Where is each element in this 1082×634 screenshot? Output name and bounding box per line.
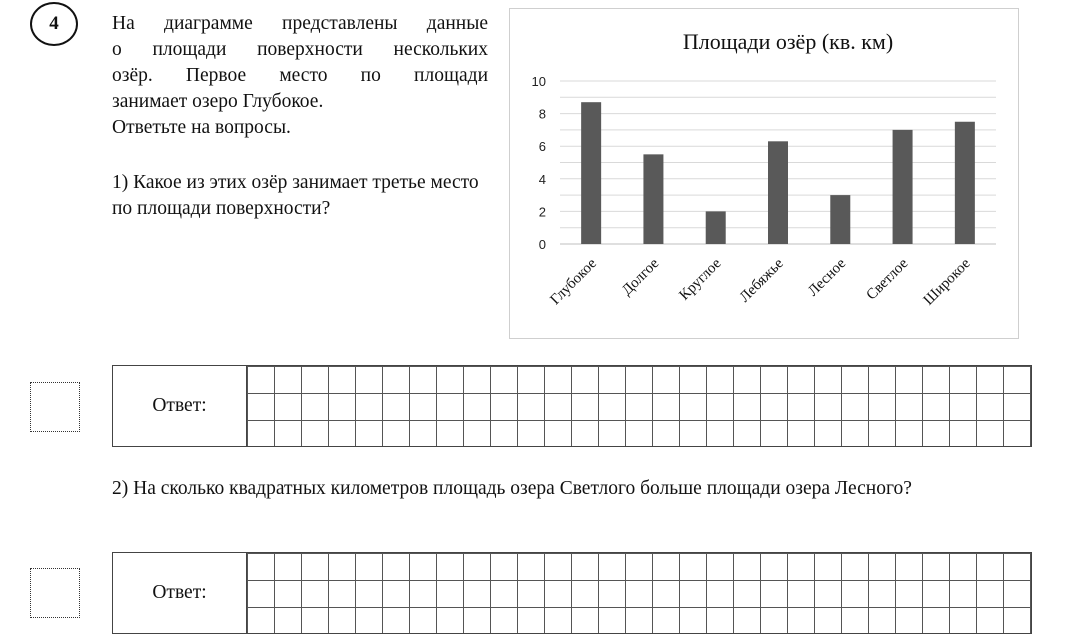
answer-1-checkbox[interactable] — [30, 382, 80, 432]
intro-line-5: Ответьте на вопросы. — [112, 117, 291, 138]
y-tick-label: 6 — [538, 139, 546, 155]
bar-1 — [581, 102, 601, 244]
task-number: 4 — [49, 13, 59, 34]
answer-1-row — [112, 365, 1032, 447]
x-tick-label: Глубокое — [547, 255, 600, 309]
lake-area-chart — [509, 8, 1019, 339]
y-tick-label: 10 — [531, 74, 546, 89]
y-tick-label: 4 — [538, 171, 546, 187]
bar-5 — [830, 195, 850, 244]
bar-7 — [955, 122, 975, 244]
intro-line-1: На диаграмме представлены данные — [112, 13, 488, 34]
x-tick-label: Круглое — [676, 255, 725, 304]
question-2: 2) На сколько квадратных километров площадь озера Светлого больше площади озера Лесного? — [112, 478, 912, 499]
x-tick-label: Светлое — [863, 255, 912, 304]
intro-line-4: занимает озеро Глубокое. — [112, 91, 324, 112]
y-tick-label: 2 — [538, 204, 546, 220]
question-1: 1) Какое из этих озёр занимает третье место по площади поверхности? — [112, 172, 479, 219]
answer-1-grid[interactable] — [247, 366, 1031, 446]
answer-2-checkbox[interactable] — [30, 568, 80, 618]
y-tick-label: 0 — [538, 237, 546, 252]
bar-6 — [893, 130, 913, 244]
x-tick-label: Долгое — [619, 255, 663, 299]
chart-svg — [510, 9, 1018, 338]
intro-line-2: о площади поверхности нескольких — [112, 39, 488, 60]
bar-3 — [706, 211, 726, 244]
task-number-badge — [30, 2, 78, 46]
answer-1-label: Ответ: — [113, 366, 247, 446]
intro-line-3: озёр. Первое место по площади — [112, 65, 488, 86]
y-tick-label: 8 — [538, 106, 546, 122]
x-tick-label: Лебяжье — [736, 255, 787, 306]
chart-title: Площади озёр (кв. км) — [682, 29, 894, 54]
x-tick-label: Широкое — [920, 255, 974, 309]
answer-2-row — [112, 552, 1032, 634]
intro-text — [112, 11, 488, 141]
answer-2-label: Ответ: — [113, 553, 247, 633]
answer-2-grid[interactable] — [247, 553, 1031, 633]
bar-2 — [643, 154, 663, 244]
x-tick-label: Лесное — [805, 255, 850, 300]
bar-4 — [768, 141, 788, 244]
